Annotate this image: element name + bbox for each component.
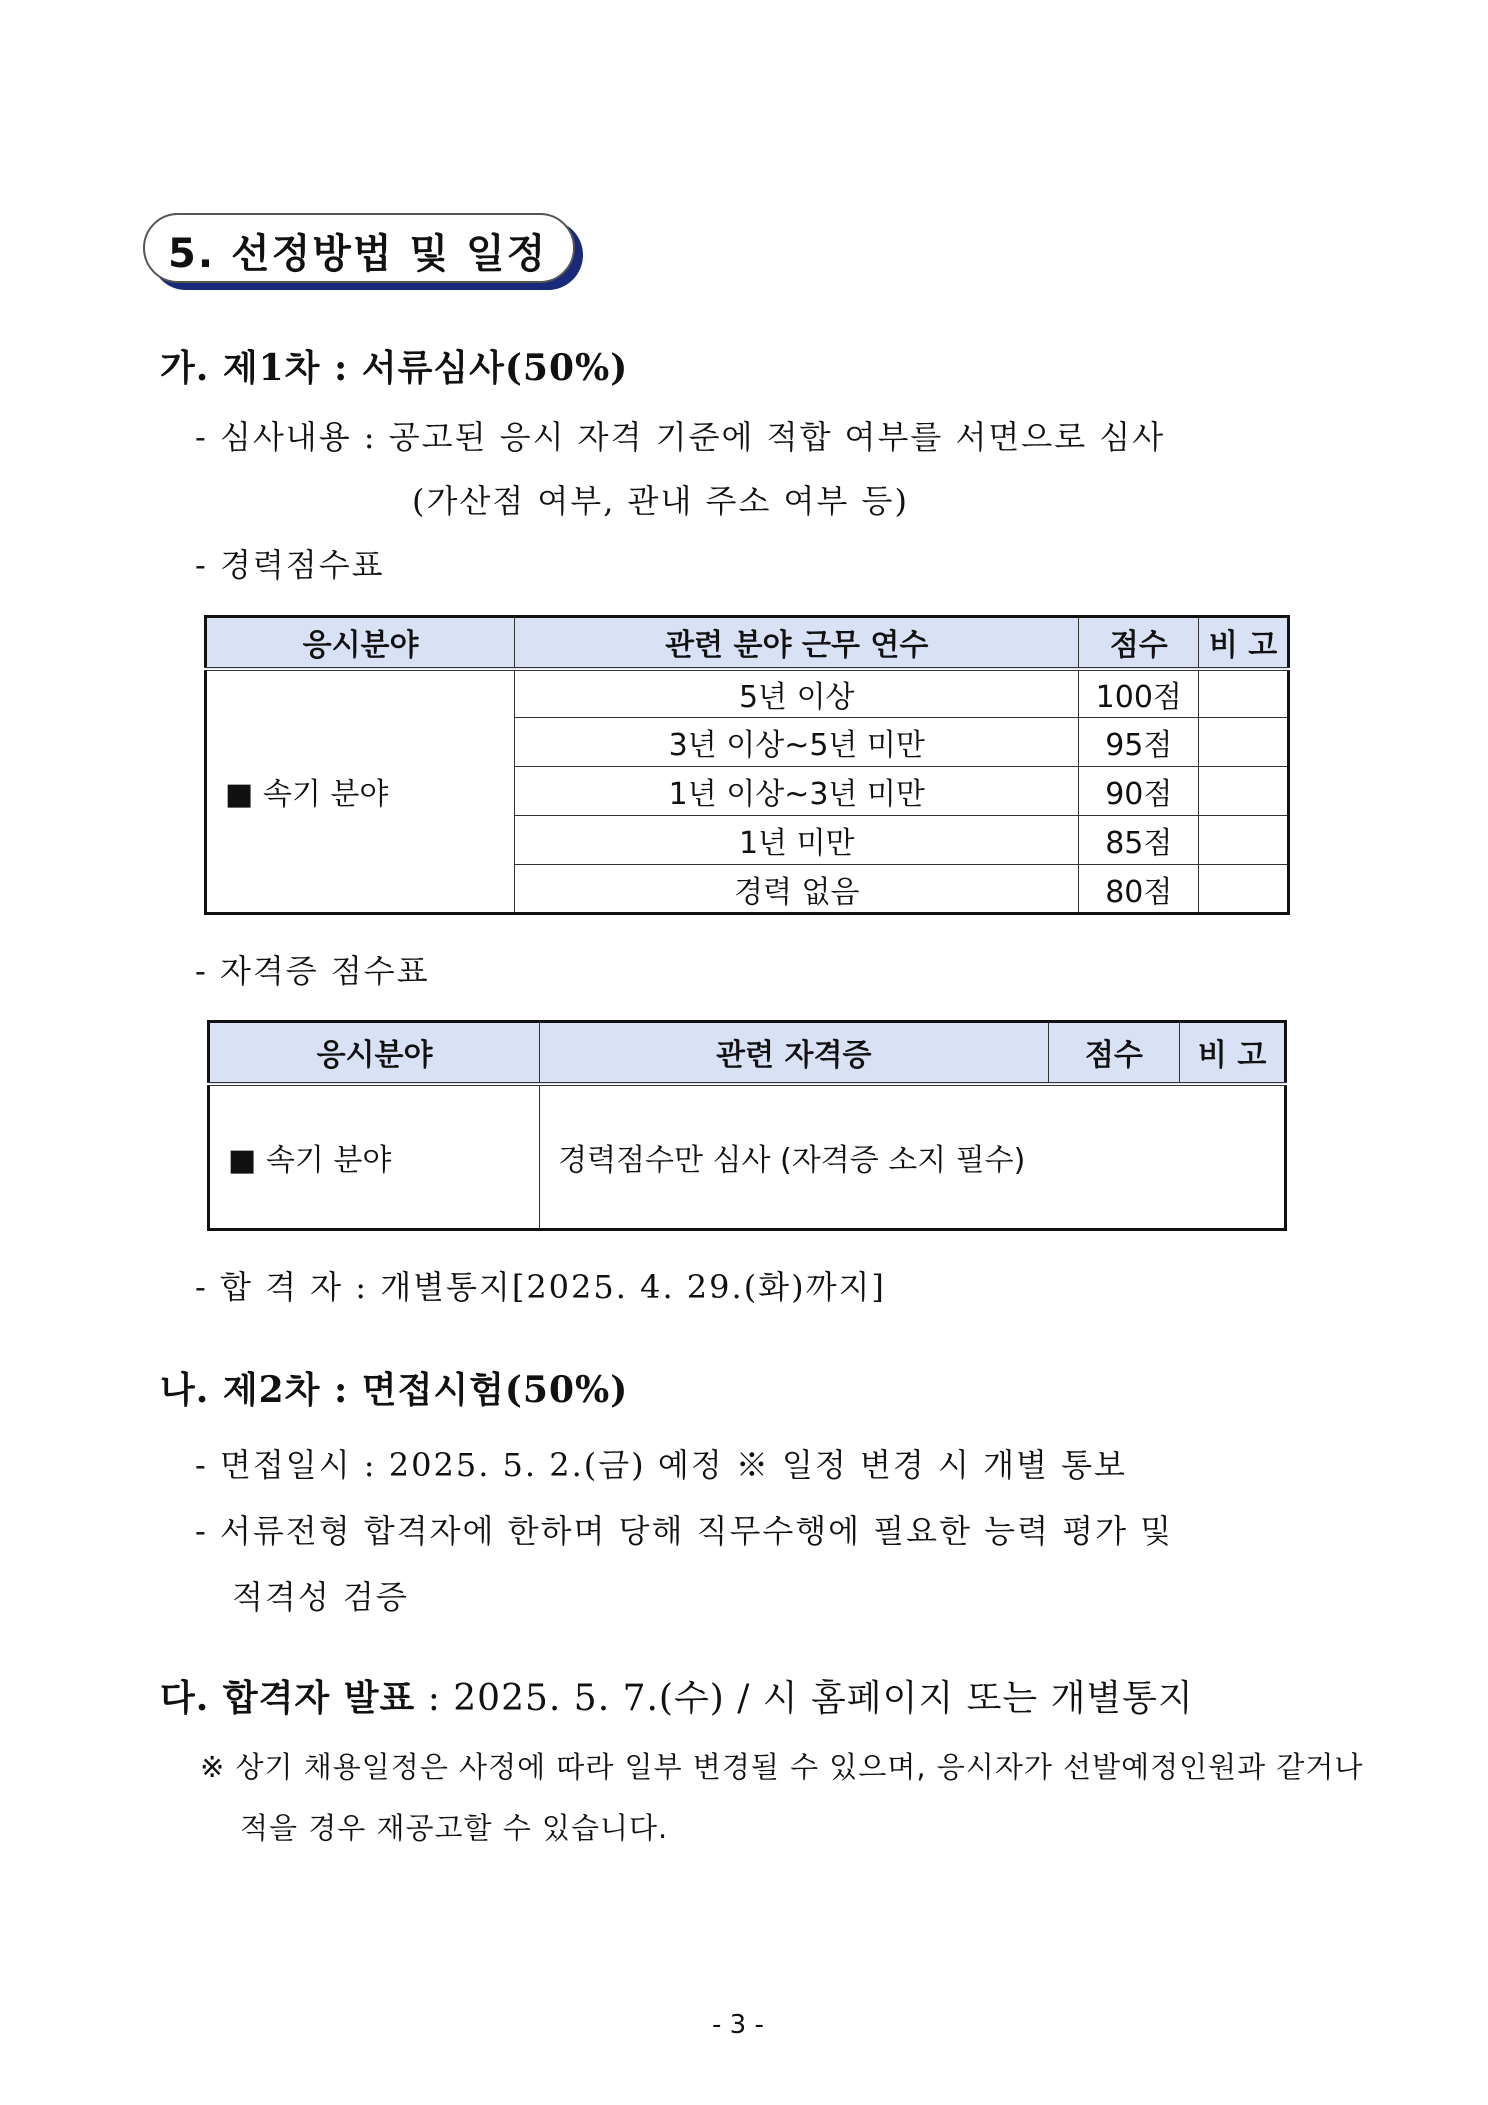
cert-score-table — [207, 1020, 1287, 1231]
cert-header-remarks: 비 고 — [1180, 1022, 1286, 1084]
table-row — [206, 669, 1289, 718]
part3-heading-bold: 다. 합격자 발표 — [160, 1677, 416, 1719]
cert-header-score: 점수 — [1048, 1022, 1180, 1084]
career-remarks-cell — [1199, 718, 1289, 767]
career-years-cell: 1년 이상~3년 미만 — [515, 767, 1079, 816]
part2-line2: - 서류전형 합격자에 한하며 당해 직무수행에 필요한 능력 평가 및 — [195, 1512, 1174, 1550]
part2-line3: 적격성 검증 — [232, 1578, 409, 1616]
career-header-remarks: 비 고 — [1199, 617, 1289, 669]
career-score-cell: 95점 — [1079, 718, 1199, 767]
career-score-cell: 85점 — [1079, 816, 1199, 865]
part2-line1: - 면접일시 : 2025. 5. 2.(금) 예정 ※ 일정 변경 시 개별 통보 — [195, 1446, 1127, 1484]
part3-heading — [160, 1670, 1194, 1721]
career-field-cell: ■ 속기 분야 — [206, 669, 515, 914]
career-score-cell: 100점 — [1079, 669, 1199, 718]
cert-field-cell: ■ 속기 분야 — [209, 1084, 540, 1230]
part3-note-line2: 적을 경우 재공고할 수 있습니다. — [240, 1811, 669, 1845]
page-number: - 3 - — [712, 2010, 764, 2040]
part2-heading: 나. 제2차 : 면접시험(50%) — [160, 1369, 629, 1411]
career-header-score: 점수 — [1079, 617, 1199, 669]
career-years-cell: 5년 이상 — [515, 669, 1079, 718]
part3-note-line1: ※ 상기 채용일정은 사정에 따라 일부 변경될 수 있으며, 응시자가 선발예정인원과 같거나 — [200, 1750, 1364, 1784]
career-score-table — [204, 615, 1290, 915]
career-remarks-cell — [1199, 865, 1289, 914]
cert-table-label: - 자격증 점수표 — [195, 952, 430, 990]
section-title: 5. 선정방법 및 일정 — [168, 231, 548, 277]
career-header-years: 관련 분야 근무 연수 — [515, 617, 1079, 669]
career-remarks-cell — [1199, 669, 1289, 718]
cert-table-header-row — [209, 1022, 1286, 1084]
part3-heading-rest: : 2025. 5. 7.(수) / 시 홈페이지 또는 개별통지 — [415, 1678, 1194, 1719]
cert-header-field: 응시분야 — [209, 1022, 540, 1084]
career-table-label: - 경력점수표 — [195, 546, 385, 584]
pass-notice-line: - 합 격 자 : 개별통지[2025. 4. 29.(화)까지] — [195, 1268, 886, 1306]
part1-content-line1: - 심사내용 : 공고된 응시 자격 기준에 적합 여부를 서면으로 심사 — [195, 418, 1166, 456]
career-remarks-cell — [1199, 767, 1289, 816]
part1-content-line2: (가산점 여부, 관내 주소 여부 등) — [412, 482, 909, 520]
career-score-cell: 80점 — [1079, 865, 1199, 914]
career-header-field: 응시분야 — [206, 617, 515, 669]
career-remarks-cell — [1199, 816, 1289, 865]
career-table-header-row — [206, 617, 1289, 669]
career-years-cell: 경력 없음 — [515, 865, 1079, 914]
career-years-cell: 1년 미만 — [515, 816, 1079, 865]
cert-header-cert: 관련 자격증 — [540, 1022, 1048, 1084]
career-years-cell: 3년 이상~5년 미만 — [515, 718, 1079, 767]
cert-content-cell: 경력점수만 심사 (자격증 소지 필수) — [540, 1084, 1286, 1230]
career-score-cell: 90점 — [1079, 767, 1199, 816]
part1-heading: 가. 제1차 : 서류심사(50%) — [160, 347, 629, 389]
table-row — [209, 1084, 1286, 1230]
